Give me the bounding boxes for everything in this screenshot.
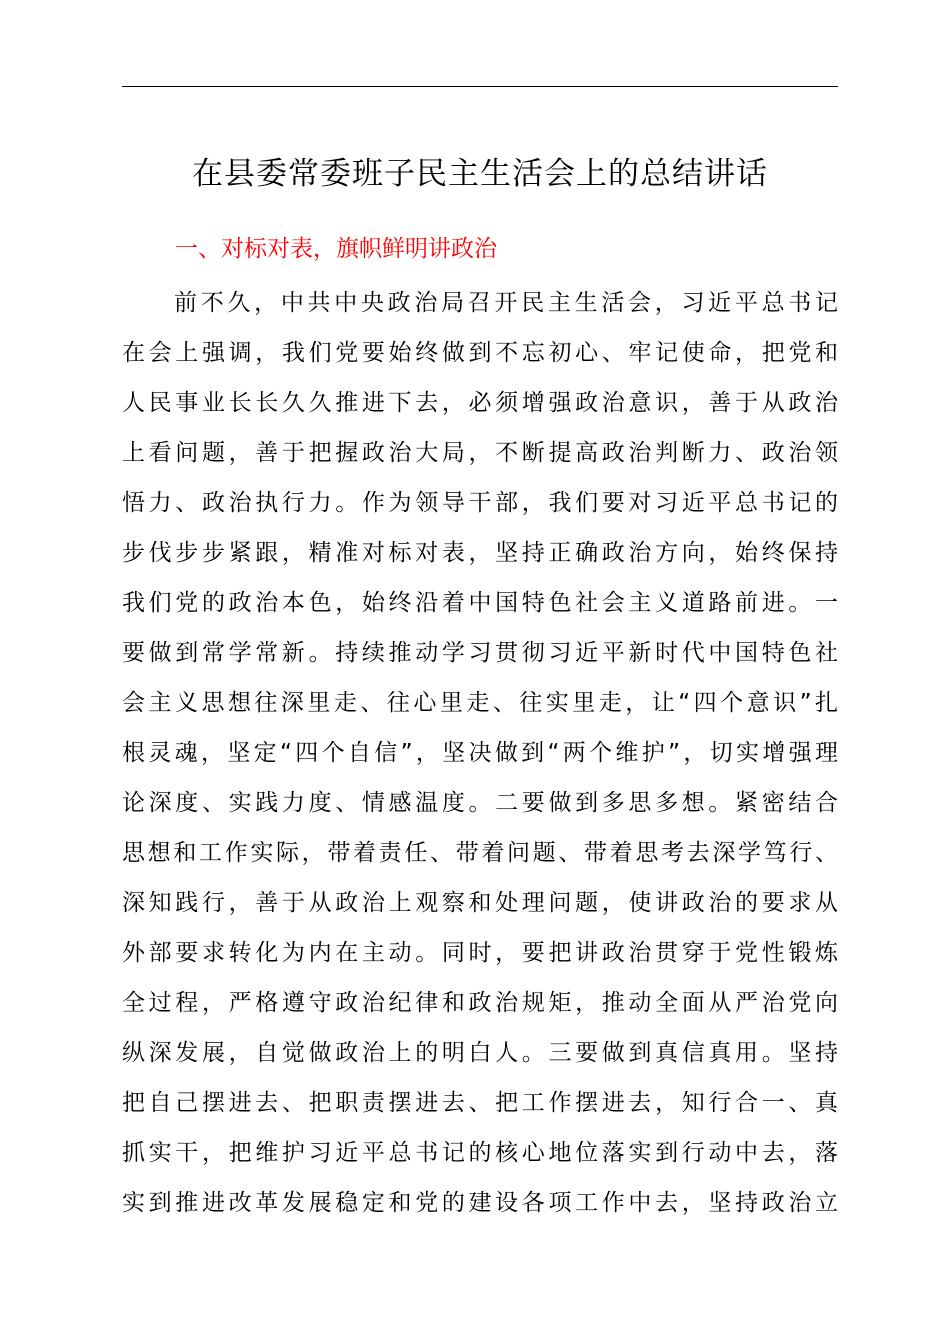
header-rule xyxy=(122,86,838,87)
section-heading: 一、对标对表，旗帜鲜明讲政治 xyxy=(175,236,497,262)
paragraph-line: 纵深发展，自觉做政治上的明白人。三要做到真信真用。坚持 xyxy=(122,1040,838,1066)
paragraph-line: 抓实干，把维护习近平总书记的核心地位落实到行动中去，落 xyxy=(122,1140,838,1166)
paragraph-line: 论深度、实践力度、情感温度。二要做到多思多想。紧密结合 xyxy=(122,790,838,816)
paragraph-line: 人民事业长长久久推进下去，必须增强政治意识，善于从政治 xyxy=(122,390,838,416)
paragraph-line: 深知践行，善于从政治上观察和处理问题，使讲政治的要求从 xyxy=(122,890,838,916)
paragraph-line: 前不久，中共中央政治局召开民主生活会，习近平总书记 xyxy=(174,290,838,316)
paragraph-line: 思想和工作实际，带着责任、带着问题、带着思考去深学笃行、 xyxy=(122,840,838,866)
paragraph-line: 实到推进改革发展稳定和党的建设各项工作中去，坚持政治立 xyxy=(122,1190,838,1216)
paragraph-line: 悟力、政治执行力。作为领导干部，我们要对习近平总书记的 xyxy=(122,490,838,516)
paragraph-line: 在会上强调，我们党要始终做到不忘初心、牢记使命，把党和 xyxy=(122,340,838,366)
paragraph-line: 外部要求转化为内在主动。同时，要把讲政治贯穿于党性锻炼 xyxy=(122,940,838,966)
document-title: 在县委常委班子民主生活会上的总结讲话 xyxy=(192,156,768,192)
paragraph-line: 全过程，严格遵守政治纪律和政治规矩，推动全面从严治党向 xyxy=(122,990,838,1016)
paragraph-line: 会主义思想往深里走、往心里走、往实里走，让“四个意识”扎 xyxy=(122,690,838,716)
paragraph-line: 要做到常学常新。持续推动学习贯彻习近平新时代中国特色社 xyxy=(122,640,838,666)
body-paragraph xyxy=(122,278,838,1228)
paragraph-line: 我们党的政治本色，始终沿着中国特色社会主义道路前进。一 xyxy=(122,590,838,616)
paragraph-line: 把自己摆进去、把职责摆进去、把工作摆进去，知行合一、真 xyxy=(122,1090,838,1116)
paragraph-line: 上看问题，善于把握政治大局，不断提高政治判断力、政治领 xyxy=(122,440,838,466)
paragraph-line: 根灵魂，坚定“四个自信”，坚决做到“两个维护”，切实增强理 xyxy=(122,740,838,766)
paragraph-line: 步伐步步紧跟，精准对标对表，坚持正确政治方向，始终保持 xyxy=(122,540,838,566)
